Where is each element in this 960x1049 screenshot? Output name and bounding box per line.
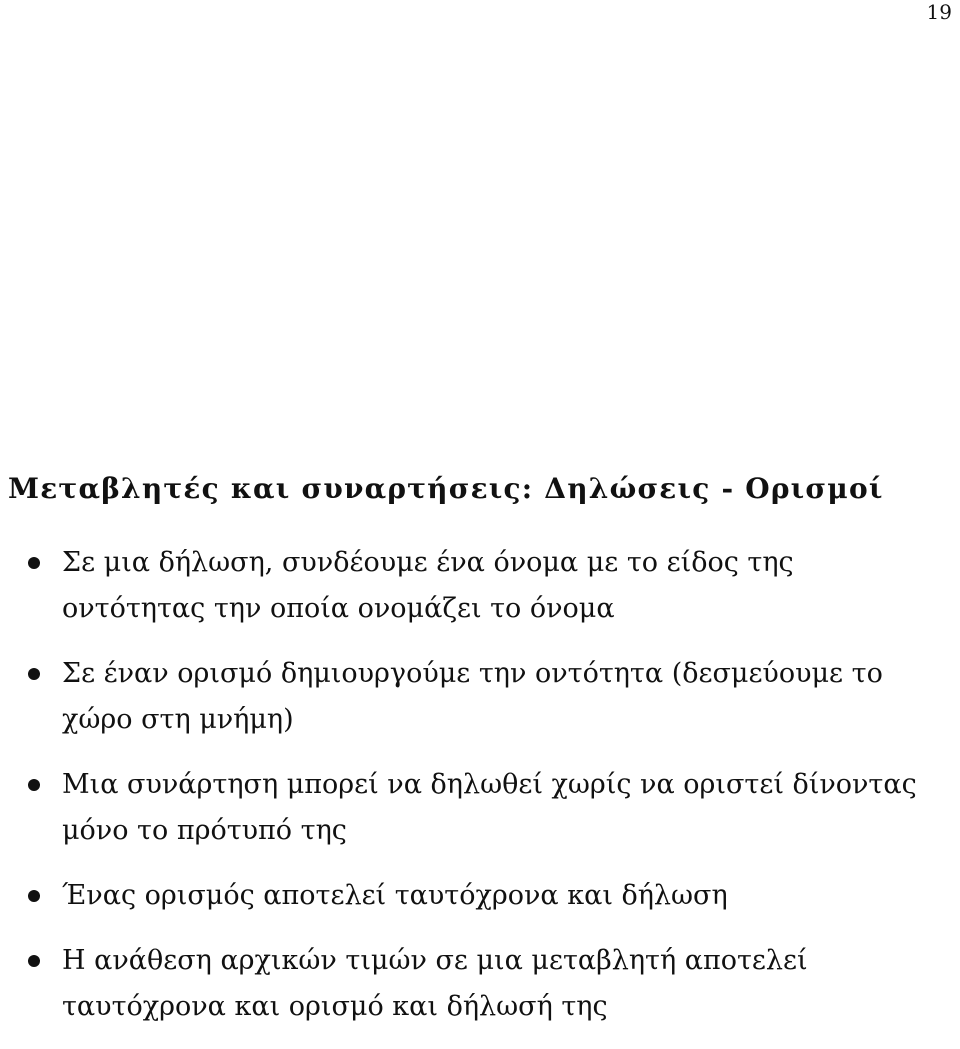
bullet-line: Σε μια δήλωση, συνδέουμε ένα όνομα με το είδος της <box>62 547 794 578</box>
bullet-item <box>0 938 950 1030</box>
slide-title: Μεταβλητές και συναρτήσεις: Δηλώσεις - Ορισμοί <box>8 472 884 505</box>
bullet-dot-icon <box>28 779 40 791</box>
bullet-dot-icon <box>28 557 40 569</box>
bullet-line: ταυτόχρονα και ορισμό και δήλωσή της <box>62 991 608 1022</box>
bullet-line: Μια συνάρτηση μπορεί να δηλωθεί χωρίς να οριστεί δίνοντας <box>62 769 917 800</box>
bullet-line: Η ανάθεση αρχικών τιμών σε μια μεταβλητή αποτελεί <box>62 945 808 976</box>
bullet-line: χώρο στη μνήμη) <box>62 704 294 735</box>
bullet-item <box>0 762 950 854</box>
bullet-line: Σε έναν ορισμό δημιουργούμε την οντότητα (δεσμεύουμε το <box>62 658 883 689</box>
bullet-item <box>0 651 950 743</box>
bullet-list <box>0 540 950 1049</box>
bullet-line: Ένας ορισμός αποτελεί ταυτόχρονα και δήλωση <box>62 880 728 911</box>
bullet-line: οντότητας την οποία ονομάζει το όνομα <box>62 593 615 624</box>
bullet-dot-icon <box>28 890 40 902</box>
page-number: 19 <box>926 0 952 24</box>
bullet-dot-icon <box>28 955 40 967</box>
bullet-item <box>0 873 950 919</box>
bullet-line: μόνο το πρότυπό της <box>62 815 347 846</box>
bullet-dot-icon <box>28 668 40 680</box>
bullet-item <box>0 540 950 632</box>
